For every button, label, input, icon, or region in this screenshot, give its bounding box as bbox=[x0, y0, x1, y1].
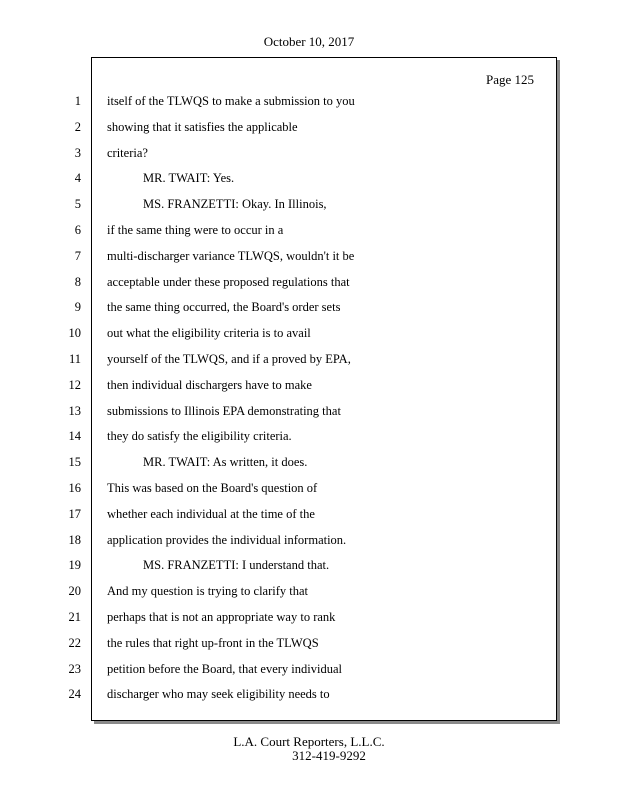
line-number: 15 bbox=[68, 455, 81, 470]
transcript-line: discharger who may seek eligibility needs to bbox=[107, 687, 330, 702]
footer-phone: 312-419-9292 bbox=[292, 748, 366, 763]
line-number: 8 bbox=[74, 274, 81, 289]
line-number: 9 bbox=[74, 300, 81, 315]
transcript-line: application provides the individual information. bbox=[107, 532, 347, 547]
transcript-line: out what the eligibility criteria is to avail bbox=[107, 326, 311, 341]
transcript-line: And my question is trying to clarify that bbox=[107, 584, 309, 599]
line-number: 2 bbox=[74, 119, 81, 134]
transcript-line: criteria? bbox=[107, 145, 148, 160]
transcript-line: MS. FRANZETTI: Okay. In Illinois, bbox=[143, 197, 327, 212]
footer-company: L.A. Court Reporters, L.L.C. bbox=[233, 734, 385, 749]
transcript-line: whether each individual at the time of the bbox=[107, 506, 315, 521]
transcript-line: submissions to Illinois EPA demonstrating that bbox=[107, 403, 341, 418]
line-number: 12 bbox=[68, 377, 81, 392]
line-number: 20 bbox=[68, 584, 81, 599]
line-number: 13 bbox=[68, 403, 81, 418]
transcript-line: the same thing occurred, the Board's order sets bbox=[107, 300, 341, 315]
line-number: 10 bbox=[68, 326, 81, 341]
line-number: 11 bbox=[68, 351, 81, 366]
transcript-line: showing that it satisfies the applicable bbox=[107, 119, 298, 134]
transcript-line: if the same thing were to occur in a bbox=[107, 222, 284, 237]
transcript-line: MR. TWAIT: As written, it does. bbox=[143, 455, 308, 470]
transcript-text bbox=[107, 93, 547, 712]
line-number: 18 bbox=[68, 532, 81, 547]
line-number: 4 bbox=[74, 171, 81, 186]
line-number: 21 bbox=[68, 609, 81, 624]
line-number: 23 bbox=[68, 661, 81, 676]
line-number: 1 bbox=[74, 94, 81, 108]
line-number: 7 bbox=[74, 248, 81, 263]
line-number: 24 bbox=[68, 687, 81, 702]
transcript-line: itself of the TLWQS to make a submission to you bbox=[107, 94, 355, 108]
transcript-line: petition before the Board, that every individual bbox=[107, 661, 342, 676]
page-number: Page 125 bbox=[485, 72, 534, 87]
line-number: 22 bbox=[68, 635, 81, 650]
header-date: October 10, 2017 bbox=[263, 34, 355, 49]
line-number: 16 bbox=[68, 480, 81, 495]
line-number: 14 bbox=[68, 429, 81, 444]
line-number: 6 bbox=[74, 222, 81, 237]
transcript-line: they do satisfy the eligibility criteria. bbox=[107, 429, 292, 444]
line-number: 3 bbox=[74, 145, 81, 160]
transcript-line: MR. TWAIT: Yes. bbox=[143, 171, 235, 186]
transcript-line: perhaps that is not an appropriate way to rank bbox=[107, 609, 336, 624]
line-number: 19 bbox=[68, 558, 81, 573]
transcript-line: acceptable under these proposed regulations that bbox=[107, 274, 350, 289]
transcript-line: the rules that right up-front in the TLWQS bbox=[107, 635, 319, 650]
line-number: 5 bbox=[74, 197, 81, 212]
transcript-line: multi-discharger variance TLWQS, wouldn't it be bbox=[107, 248, 355, 263]
transcript-line: This was based on the Board's question of bbox=[107, 480, 318, 495]
line-number-column bbox=[55, 93, 81, 712]
transcript-line: then individual dischargers have to make bbox=[107, 377, 312, 392]
transcript-line: MS. FRANZETTI: I understand that. bbox=[143, 558, 330, 573]
line-number: 17 bbox=[68, 506, 81, 521]
transcript-line: yourself of the TLWQS, and if a proved by EPA, bbox=[107, 351, 351, 366]
footer bbox=[0, 735, 618, 763]
